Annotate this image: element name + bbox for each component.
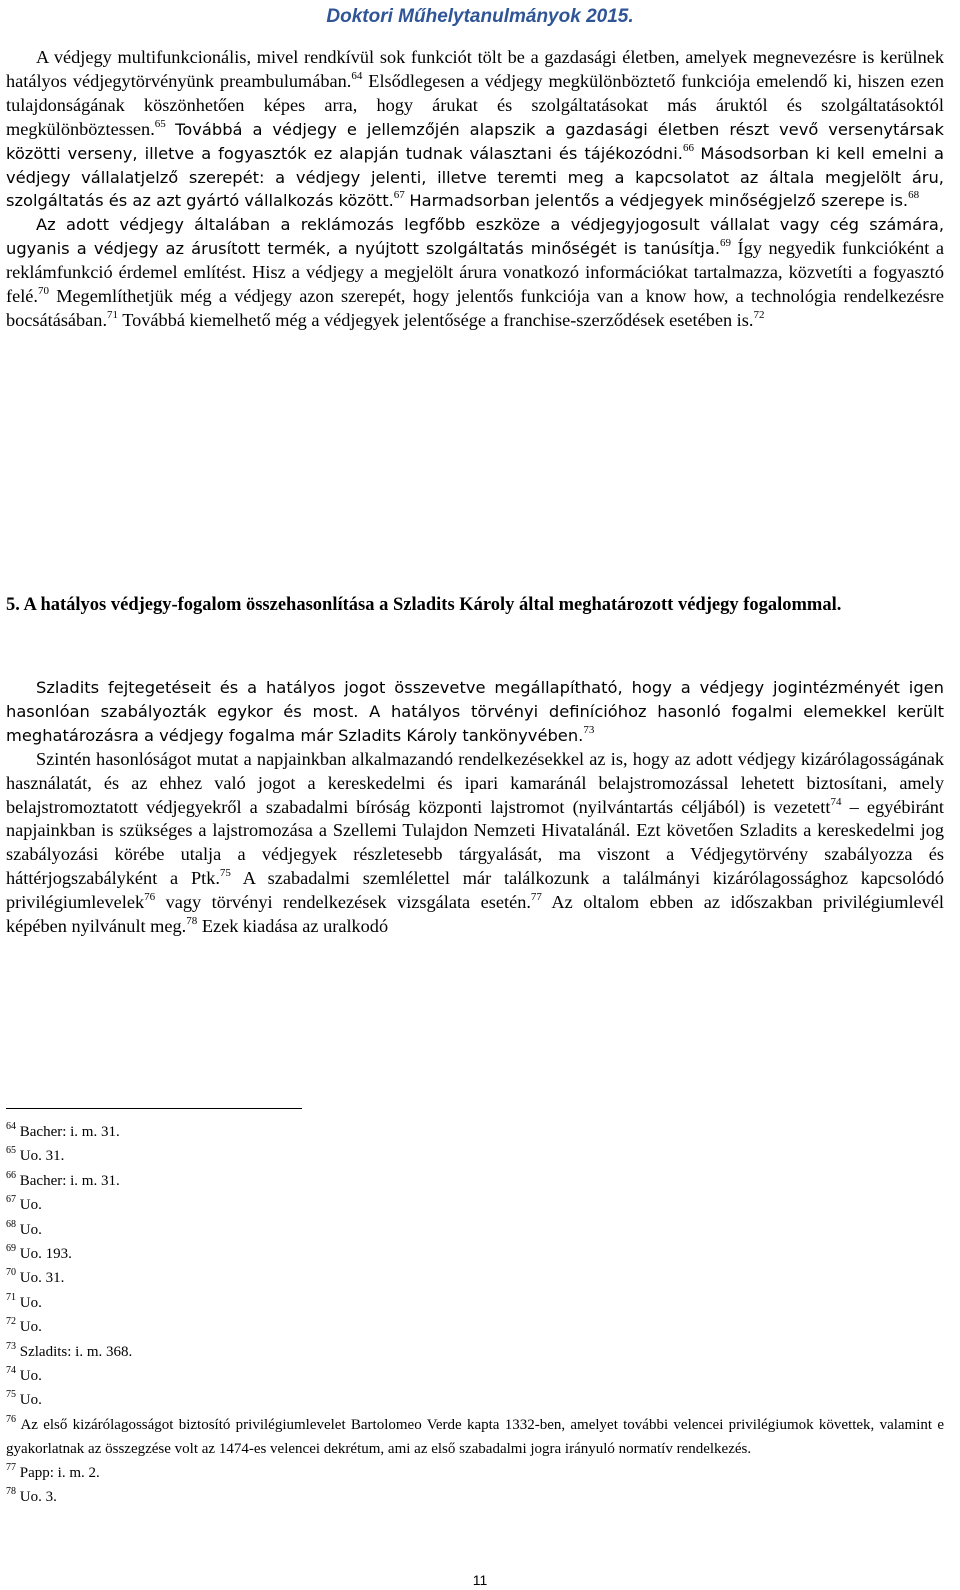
footnote-66 xyxy=(6,1169,944,1193)
text-run: Továbbá kiemelhető még a védjegyek jelentősége a franchise-szerződések esetében is. xyxy=(122,309,754,330)
footnote-number: 67 xyxy=(6,1194,16,1206)
footnote-text: Uo. xyxy=(19,1392,42,1409)
footnote-text: Bacher: i. m. 31. xyxy=(19,1172,120,1189)
footnote-number: 66 xyxy=(6,1169,16,1181)
text-run: Így negyedik funkcióként a reklámfunkció érdemel említést. Hisz a védjegy a megjelölt árura vonatkozó információkat tartalmazza, közvetíti a fogyasztó felé. xyxy=(6,238,944,307)
text-run: Az oltalom ebben az időszakban privilégiumlevél képében nyilvánult meg. xyxy=(6,892,945,937)
footnote-text: Szladits: i. m. 368. xyxy=(19,1343,133,1360)
footnote-number: 70 xyxy=(6,1267,16,1279)
footnote-ref[interactable]: 73 xyxy=(583,723,595,736)
footnote-74 xyxy=(6,1364,944,1388)
footnote-text: Uo. xyxy=(19,1368,42,1385)
footnote-ref[interactable]: 65 xyxy=(154,117,166,130)
footnote-text: Uo. 193. xyxy=(19,1246,72,1263)
footnote-number: 78 xyxy=(6,1486,16,1498)
footnote-65 xyxy=(6,1144,944,1168)
text-run: Szintén hasonlóságot mutat a napjainkban alkalmazandó rendelkezésekkel az is, hogy az adott védjegy kizárólagosságának használatát, és az ehhez való jogot a kereskedelmi és ipari kamaránál belajstromozással lehetett biztosítani, amely belajstromoztatott védjegyekről a szabadalmi bíróság központi lajstromot (nyilvántartás céljából) is vezetett xyxy=(6,748,944,817)
footnote-separator xyxy=(6,1108,302,1109)
running-header: Doktori Műhelytanulmányok 2015. xyxy=(326,6,634,27)
text-run: Továbbá a védjegy e jellemzőjén alapszik a gazdasági életben részt vevő versenytársak közötti verseny, illetve a fogyasztók ez alapján tudnak választani és tájékozódni. xyxy=(6,119,944,163)
paragraph-szladits-comparison xyxy=(6,676,944,748)
footnote-number: 77 xyxy=(6,1461,16,1473)
footnote-text: Uo. xyxy=(19,1319,42,1336)
footnote-ref[interactable]: 78 xyxy=(186,915,198,928)
footnote-ref[interactable]: 75 xyxy=(219,867,231,880)
text-run: Megemlíthetjük még a védjegy azon szerepét, hogy jelentős funkciója van a know how, a technológia rendelkezésre bocsátásában. xyxy=(6,286,944,330)
footnote-text: Bacher: i. m. 31. xyxy=(19,1124,120,1140)
footnote-number: 72 xyxy=(6,1316,16,1328)
footnote-ref[interactable]: 72 xyxy=(753,308,765,321)
footnote-ref[interactable]: 67 xyxy=(393,189,405,202)
body-block-1 xyxy=(6,46,944,333)
footnote-text: Uo. 31. xyxy=(19,1270,65,1287)
text-run: A védjegy multifunkcionális, mivel rendkívül sok funkciót tölt be a gazdasági életben, amelyek megnevezésre is kerülnek hatályos védjegytörvényünk preambulumában. xyxy=(6,47,944,91)
footnote-text: Az első kizárólagosságot biztosító privilégiumlevelet Bartolomeo Verde kapta 1332-ben, amelyet további velencei privilégiumok követtek, valamint e gyakorlatnak az összegzése volt az 1474-es velencei dekrétum, ami az első szabadalmi jogra irányuló normatív rendelkezés. xyxy=(6,1416,944,1457)
body-block-2 xyxy=(6,676,944,939)
footnote-73 xyxy=(6,1340,944,1364)
footnote-75 xyxy=(6,1388,944,1412)
footnote-69 xyxy=(6,1242,944,1266)
footnote-number: 73 xyxy=(6,1340,16,1352)
footnote-number: 75 xyxy=(6,1389,16,1401)
footnote-text: Uo. 3. xyxy=(19,1489,57,1506)
text-run: Az adott védjegy általában a reklámozás legfőbb eszköze a védjegyjogosult vállalat vagy cég számára, ugyanis a védjegy az árusított termék, a nyújtott szolgáltatás minőségét is tanúsítja. xyxy=(6,215,944,259)
page-number: 11 xyxy=(472,1572,488,1588)
footnote-number: 76 xyxy=(6,1413,16,1425)
footnote-71 xyxy=(6,1291,944,1315)
footnote-ref[interactable]: 74 xyxy=(830,795,842,808)
footnote-text: Uo. 31. xyxy=(19,1148,65,1165)
text-run: Másodsorban ki kell emelni a védjegy vállalatjelző szerepét: a védjegy jelenti, illetve teremti meg a kapcsolatot az általa megjelölt áru, szolgáltatás és az azt gyártó vállalkozás között. xyxy=(6,143,944,211)
footnote-76 xyxy=(6,1413,944,1461)
text-run: Szladits fejtegetéseit és a hatályos jogot összevetve megállapítható, hogy a védjegy jogintézményét igen hasonlóan szabályozták egykor és most. A hatályos törvényi definícióhoz hasonló fogalmi elemekkel került meghatározásra a védjegy fogalma már Szladits Károly tankönyvében. xyxy=(6,678,944,745)
text-run: Harmadsorban jelentős a védjegyek minőségjelző szerepe is. xyxy=(409,191,909,211)
footnote-77 xyxy=(6,1461,944,1485)
footnote-ref[interactable]: 70 xyxy=(37,285,49,298)
footnote-70 xyxy=(6,1266,944,1290)
footnote-68 xyxy=(6,1218,944,1242)
footnote-67 xyxy=(6,1193,944,1217)
footnote-number: 68 xyxy=(6,1218,16,1230)
footnote-number: 64 xyxy=(6,1121,16,1132)
footnotes xyxy=(6,1120,944,1510)
footnote-ref[interactable]: 68 xyxy=(908,189,920,202)
paragraph-trademark-functions xyxy=(6,46,944,213)
footnote-ref[interactable]: 76 xyxy=(144,891,156,904)
footnote-text: Uo. xyxy=(19,1294,42,1311)
text-run: Elsődlegesen a védjegy megkülönböztető funkciója emelendő ki, hiszen ezen tulajdonságának köszönhetően képes arra, hogy árukat és szolgáltatásokat más áruktól és szolgáltatásoktól megkülönböztessen. xyxy=(6,70,944,139)
footnote-number: 69 xyxy=(6,1243,16,1255)
footnote-ref[interactable]: 77 xyxy=(530,891,542,904)
footnote-ref[interactable]: 66 xyxy=(682,141,694,154)
text-run: vagy törvényi rendelkezések vizsgálata esetén. xyxy=(165,892,531,913)
footnote-text: Uo. xyxy=(19,1221,42,1238)
footnote-text: Papp: i. m. 2. xyxy=(19,1464,100,1481)
text-run: – egyébiránt napjainkban is szükséges a lajstromozása a Szellemi Tulajdon Nemzeti Hivatalánál. Ezt követően Szladits a kereskedelmi jog szabályozási körébe utalja a védjegyek részletesebb tárgyalását, ma viszont a Védjegytörvény szabályozza és háttérjogszabályként a Ptk. xyxy=(6,796,944,889)
paragraph-advertising-function xyxy=(6,213,944,333)
footnote-number: 65 xyxy=(6,1145,16,1157)
footnote-text: Uo. xyxy=(19,1197,42,1214)
paragraph-registration xyxy=(6,748,944,939)
footnote-ref[interactable]: 64 xyxy=(351,69,363,82)
footnote-78 xyxy=(6,1485,944,1509)
footnote-64 xyxy=(6,1120,944,1144)
footnote-ref[interactable]: 69 xyxy=(720,237,731,250)
footnote-ref[interactable]: 71 xyxy=(107,308,119,321)
footnote-number: 71 xyxy=(6,1291,16,1303)
section-heading: 5. A hatályos védjegy-fogalom összehasonlítása a Szladits Károly által meghatározott védjegy fogalommal. xyxy=(6,595,842,615)
text-run: Ezek kiadása az uralkodó xyxy=(201,916,389,937)
text-run: A szabadalmi szemlélettel már találkozunk a találmányi kizárólagossághoz kapcsolódó privilégiumlevelek xyxy=(6,868,945,913)
footnote-number: 74 xyxy=(6,1365,16,1377)
footnote-72 xyxy=(6,1315,944,1339)
